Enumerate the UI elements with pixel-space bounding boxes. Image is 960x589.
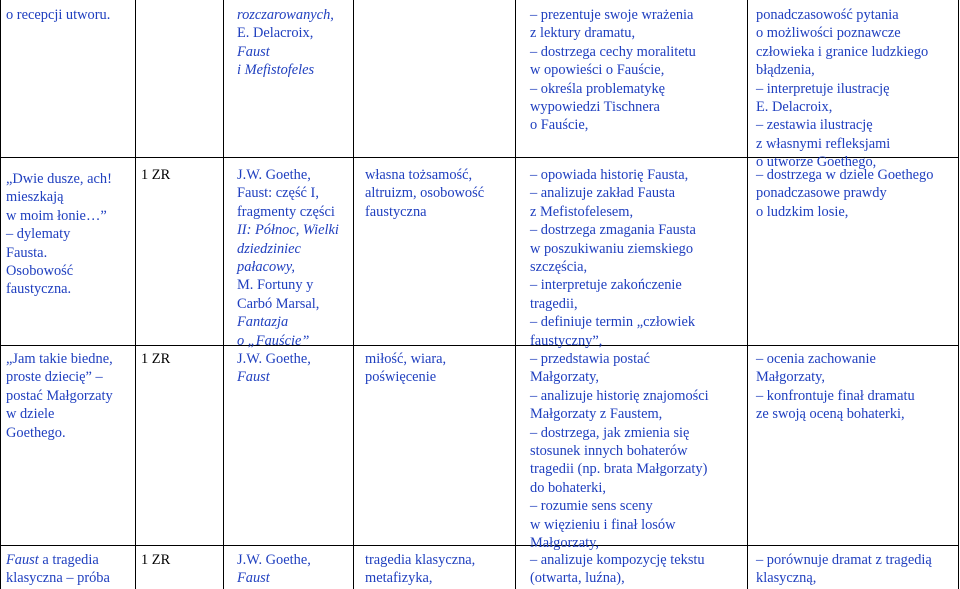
topic-line: w dziele xyxy=(6,406,55,423)
topic-line: w moim łonie…” xyxy=(6,207,107,224)
row-rule xyxy=(0,345,959,346)
advanced-line: ponadczasowe prawdy xyxy=(756,185,887,202)
achievements-cell xyxy=(530,166,696,350)
hours-cell xyxy=(141,166,170,184)
concept-line: faustyczna xyxy=(365,203,427,220)
topic-cell xyxy=(6,350,113,442)
text-line: rozczarowanych, xyxy=(237,7,334,23)
achievements-cell xyxy=(530,551,705,588)
text-line: Faust xyxy=(237,570,270,587)
advanced-line: – dostrzega w dziele Goethego xyxy=(756,167,934,183)
achievement-line: – dostrzega, jak zmienia się xyxy=(530,424,690,441)
concepts-cell xyxy=(365,551,475,588)
column-rule xyxy=(958,0,959,589)
topic-line: o recepcji utworu. xyxy=(6,7,111,23)
advanced-line: – interpretuje ilustrację xyxy=(756,80,890,97)
text-line: dziedziniec xyxy=(237,240,301,257)
text-line: J.W. Goethe, xyxy=(237,351,311,367)
topic-line: „Dwie dusze, ach! xyxy=(6,171,112,187)
achievement-line: w poszukiwaniu ziemskiego xyxy=(530,240,694,257)
advanced-line: – zestawia ilustrację xyxy=(756,117,873,134)
achievement-line: faustyczny”, xyxy=(530,332,603,349)
advanced-line: – porównuje dramat z tragedią xyxy=(756,552,932,568)
advanced-line: o ludzkim losie, xyxy=(756,203,849,220)
concept-line: altruizm, osobowość xyxy=(365,185,485,202)
advanced-line: ze swoją oceną bohaterki, xyxy=(756,406,905,423)
achievement-line: w opowieści o Fauście, xyxy=(530,62,665,79)
achievements-cell xyxy=(530,350,709,552)
achievement-line: do bohaterki, xyxy=(530,479,606,496)
advanced-line: – konfrontuje finał dramatu xyxy=(756,387,915,404)
hours-label: 1 ZR xyxy=(141,351,171,367)
text-line: J.W. Goethe, xyxy=(237,167,311,183)
achievement-line: z lektury dramatu, xyxy=(530,25,636,42)
concept-line: poświęcenie xyxy=(365,369,437,386)
text-line: o „Fauście” xyxy=(237,332,310,349)
advanced-cell xyxy=(756,551,932,588)
achievement-line: – analizuje kompozycję tekstu xyxy=(530,552,705,568)
achievement-line: – przedstawia postać xyxy=(530,351,650,367)
text-line: J.W. Goethe, xyxy=(237,552,311,568)
hours-label: 1 ZR xyxy=(141,552,171,568)
achievement-line: tragedii (np. brata Małgorzaty) xyxy=(530,461,708,478)
text-line: i Mefistofeles xyxy=(237,62,315,79)
concepts-cell xyxy=(365,350,446,387)
column-rule xyxy=(223,0,224,589)
topic-line: mieszkają xyxy=(6,189,64,206)
topic-line: faustyczna. xyxy=(6,281,72,298)
text-line: Carbó Marsal, xyxy=(237,295,320,312)
text-line: Faust xyxy=(237,369,270,386)
column-rule xyxy=(135,0,136,589)
achievement-line: wypowiedzi Tischnera xyxy=(530,99,660,116)
topic-line: Goethego. xyxy=(6,424,66,441)
column-rule xyxy=(353,0,354,589)
achievement-line: Małgorzaty z Faustem, xyxy=(530,406,663,423)
topic-cell xyxy=(6,6,110,24)
advanced-line: – ocenia zachowanie xyxy=(756,351,876,367)
text-line: pałacowy, xyxy=(237,259,295,276)
achievement-line: – analizuje historię znajomości xyxy=(530,387,709,404)
topic-line: Fausta. xyxy=(6,244,48,261)
text-line: M. Fortuny y xyxy=(237,277,314,294)
concept-line: miłość, wiara, xyxy=(365,351,447,367)
concepts-cell xyxy=(365,166,484,221)
advanced-line: o możliwości poznawcze xyxy=(756,25,901,42)
achievement-line: Małgorzaty, xyxy=(530,369,599,386)
text-line: II: Północ, Wielki xyxy=(237,222,339,239)
concept-line: metafizyka, xyxy=(365,570,433,587)
achievements-cell xyxy=(530,6,696,135)
topic-line: klasyczna – próba xyxy=(6,570,110,587)
achievement-line: o Fauście, xyxy=(530,117,589,134)
advanced-cell xyxy=(756,350,915,424)
advanced-line: z własnymi refleksjami xyxy=(756,135,891,152)
concept-line: tragedia klasyczna, xyxy=(365,552,476,568)
topic-line: proste dziecię” – xyxy=(6,369,103,386)
texts-cell xyxy=(237,166,339,350)
achievement-line: – określa problematykę xyxy=(530,80,666,97)
achievement-line: Małgorzaty, xyxy=(530,535,599,552)
topic-line xyxy=(6,551,110,569)
concept-line: własna tożsamość, xyxy=(365,167,473,183)
advanced-cell xyxy=(756,6,928,172)
column-rule xyxy=(515,0,516,589)
topic-line: postać Małgorzaty xyxy=(6,387,113,404)
text-line: Fantazja xyxy=(237,314,289,331)
achievement-line: (otwarta, luźna), xyxy=(530,570,625,587)
advanced-line: o utworze Goethego, xyxy=(756,154,877,171)
row-rule xyxy=(0,545,959,546)
column-rule xyxy=(747,0,748,589)
achievement-line: tragedii, xyxy=(530,295,578,312)
topic-line: – dylematy xyxy=(6,226,71,243)
achievement-line: – prezentuje swoje wrażenia xyxy=(530,7,694,23)
achievement-line: – dostrzega zmagania Fausta xyxy=(530,222,696,239)
topic-line: „Jam takie biedne, xyxy=(6,351,113,367)
advanced-line: ponadczasowość pytania xyxy=(756,7,899,23)
achievement-line: – dostrzega cechy moralitetu xyxy=(530,43,696,60)
achievement-line: szczęścia, xyxy=(530,259,588,276)
advanced-cell xyxy=(756,166,933,221)
advanced-line: Małgorzaty, xyxy=(756,369,825,386)
advanced-line: klasyczną, xyxy=(756,570,817,587)
topic-cell xyxy=(6,551,110,588)
text-line: Faust xyxy=(237,43,270,60)
achievement-line: – interpretuje zakończenie xyxy=(530,277,682,294)
topic-cell xyxy=(6,170,112,299)
achievement-line: stosunek innych bohaterów xyxy=(530,443,688,460)
texts-cell xyxy=(237,350,311,387)
text-line: Faust: część I, xyxy=(237,185,319,202)
advanced-line: E. Delacroix, xyxy=(756,99,833,116)
advanced-line: błądzenia, xyxy=(756,62,815,79)
achievement-line: – rozumie sens sceny xyxy=(530,498,653,515)
achievement-line: – definiuje termin „człowiek xyxy=(530,314,696,331)
achievement-line: – opowiada historię Fausta, xyxy=(530,167,689,183)
topic-title-italic: Faust a tragedia xyxy=(6,552,99,568)
hours-cell xyxy=(141,551,170,569)
column-rule xyxy=(0,0,1,589)
achievement-line: – analizuje zakład Fausta xyxy=(530,185,676,202)
achievement-line: z Mefistofelesem, xyxy=(530,203,634,220)
hours-label: 1 ZR xyxy=(141,167,171,183)
text-line: fragmenty części xyxy=(237,203,335,220)
texts-cell xyxy=(237,6,334,80)
topic-line: Osobowość xyxy=(6,263,74,280)
achievement-line: w więzieniu i finał losów xyxy=(530,516,676,533)
hours-cell xyxy=(141,350,170,368)
advanced-line: człowieka i granice ludzkiego xyxy=(756,43,929,60)
text-line: E. Delacroix, xyxy=(237,25,314,42)
texts-cell xyxy=(237,551,311,588)
